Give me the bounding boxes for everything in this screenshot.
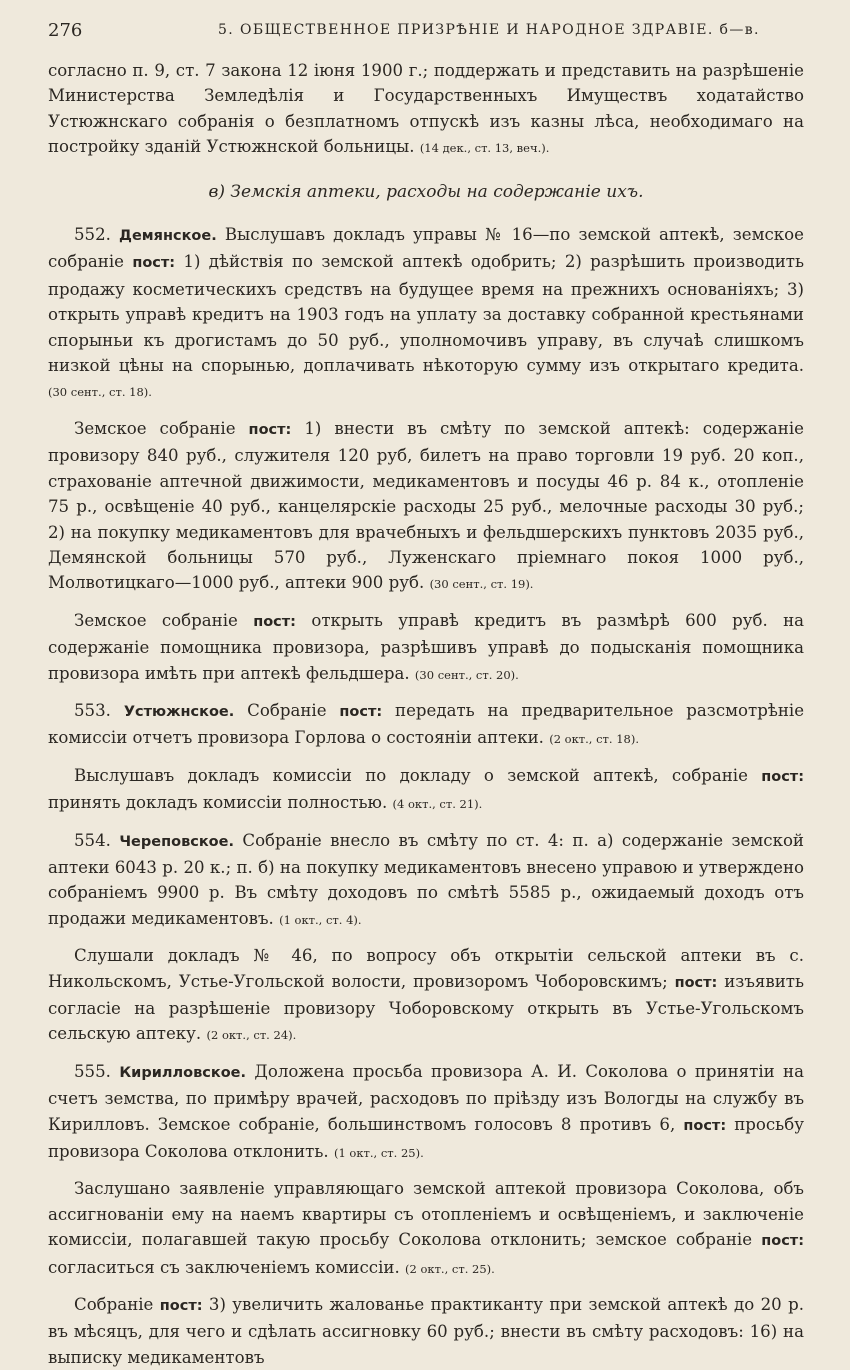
paragraph-555 — [48, 1059, 804, 1167]
intro-paragraph — [48, 58, 804, 162]
paragraph-text: Собраніе — [247, 700, 327, 720]
paragraph-555-apartment — [48, 1176, 804, 1282]
session-reference: (30 сент., ст. 18). — [48, 385, 152, 400]
paragraph-text: согласиться съ заключеніемъ комиссіи. — [48, 1257, 400, 1277]
paragraph-554 — [48, 828, 804, 934]
session-reference: (2 окт., ст. 24). — [206, 1028, 297, 1043]
intro-reference: (14 дек., ст. 13, веч.). — [419, 141, 550, 156]
paragraph-text: передать на предварительное разсмотрѣніе комиссіи отчетъ провизора Горлова о состояніи аптеки. — [48, 700, 805, 748]
paragraph-text: принять докладъ комиссіи полностью. — [48, 793, 388, 813]
paragraph-554-pharmacy — [48, 943, 804, 1049]
resolution-keyword: пост: — [674, 974, 718, 991]
paragraph-552-assistant — [48, 608, 804, 688]
entry-number: 552. — [74, 225, 111, 245]
session-reference: (2 окт., ст. 25). — [405, 1261, 495, 1276]
session-reference: (30 сент., ст. 19). — [429, 577, 534, 592]
resolution-keyword: пост: — [761, 768, 805, 785]
paragraph-text: Собраніе — [74, 1295, 154, 1315]
entry-number: 554. — [74, 830, 111, 850]
entry-number: 553. — [74, 700, 111, 720]
paragraph-text: Выслушавъ докладъ управы № 16—по земской аптекѣ, земское собраніе — [48, 225, 804, 272]
paragraph-552-budget — [48, 416, 804, 598]
resolution-keyword: пост: — [761, 1233, 804, 1250]
paragraph-552 — [48, 222, 804, 406]
district-name: Устюжнское. — [123, 703, 235, 720]
entry-number: 555. — [74, 1061, 111, 1081]
resolution-keyword: пост: — [248, 421, 292, 438]
running-head: 5. ОБЩЕСТВЕННОЕ ПРИЗРѢНІЕ И НАРОДНОЕ ЗДРАВІЕ. б—в. — [218, 22, 760, 38]
intro-text: согласно п. 9, ст. 7 закона 12 іюня 1900 г.; поддержать и представить на разрѣшеніе Министерства Земледѣлія и Государственныхъ Имуществъ ходатайство Устюжнскаго собранія о безплатномъ отпускѣ изъ казны лѣса, необходимаго на постройку зданій Устюжнской больницы. — [48, 61, 804, 157]
district-name: Череповское. — [119, 833, 234, 850]
resolution-keyword: пост: — [253, 613, 296, 630]
resolution-keyword: пост: — [339, 703, 383, 720]
paragraph-text: Земское собраніе — [74, 610, 238, 630]
paragraph-text: Выслушавъ докладъ комиссіи по докладу о земской аптекѣ, собраніе — [74, 765, 748, 785]
paragraph-text: Слушали докладъ № 46, по вопросу объ открытіи сельской аптеки въ с. Никольскомъ, Устье-Угольской волости, провизоромъ Чоборовскимъ; — [48, 946, 804, 991]
paragraph-text: Земское собраніе — [74, 418, 236, 438]
district-name: Кирилловское. — [119, 1064, 246, 1081]
paragraph-text: Собраніе внесло въ смѣту по ст. 4: п. а) содержаніе земской аптеки 6043 р. 20 к.; п. б) на покупку медикаментовъ внесено управою и утверждено собраніемъ 9900 р. Въ смѣту доходовъ по смѣтѣ 5585 р., ожидаемый доходъ отъ продажи медикаментовъ. — [48, 830, 804, 928]
body-text — [48, 58, 804, 1370]
paragraph-text: изъявить согласіе на разрѣшеніе провизору Чоборовскому открыть въ Устье-Угольскомъ сельскую аптеку. — [48, 971, 805, 1044]
session-reference: (30 сент., ст. 20). — [414, 667, 519, 682]
resolution-keyword: пост: — [159, 1298, 203, 1315]
paragraph-text: просьбу провизора Соколова отклонить. — [48, 1114, 804, 1162]
paragraph-text: 1) дѣйствія по земской аптекѣ одобрить; 2) разрѣшить производить продажу косметическихъ средствъ на будущее время на прежнихъ основаніяхъ; 3) открыть управѣ кредитъ на 1903 годъ на уплату за доставку собранной крестьянами спорыньи къ дрогистамъ до 50 руб., уполномочивъ управу, въ случаѣ слишкомъ низкой цѣны на спорынью, доплачивать нѣкоторую сумму изъ открытаго кредита. — [48, 252, 804, 376]
paragraph-text: Доложена просьба провизора А. И. Соколова о принятіи на счетъ земства, по примѣру врачей, расходовъ по пріѣзду изъ Вологды на службу въ Кирилловъ. Земское собраніе, большинствомъ голосовъ 8 противъ 6, — [48, 1061, 804, 1134]
session-reference: (1 окт., ст. 25). — [333, 1146, 424, 1161]
paragraph-text: 1) внести въ смѣту по земской аптекѣ: содержаніе провизору 840 руб., служителя 120 руб, билетъ на право торговли 19 руб. 20 коп., страхованіе аптечной движимости, медикаментовъ и посуды 46 р. 84 к., отопленіе 75 р., освѣщеніе 40 руб., канцелярскіе расходы 25 руб., мелочные расходы 30 руб.; 2) на покупку медикаментовъ для врачебныхъ и фельдшерскихъ пунктовъ 2035 руб., Демянской больницы 570 руб., Луженскаго пріемнаго покоя 1000 руб., Молвотицкаго—1000 руб., аптеки 900 руб. — [48, 418, 804, 593]
paragraph-555-salary — [48, 1292, 804, 1370]
page-header — [48, 20, 802, 46]
session-reference: (2 окт., ст. 18). — [549, 732, 639, 747]
session-reference: (1 окт., ст. 4). — [279, 912, 362, 927]
paragraph-text: открыть управѣ кредитъ въ размѣрѣ 600 руб. на содержаніе помощника провизора, разрѣшивъ управѣ до подысканія помощника провизора имѣть при аптекѣ фельдшера. — [48, 610, 805, 683]
paragraph-553 — [48, 698, 804, 753]
paragraph-text: Заслушано заявленіе управляющаго земской аптекой провизора Соколова, объ ассигнованіи ему на наемъ квартиры съ отопленіемъ и освѣщеніемъ, и заключеніе комиссіи, полагавшей такую просьбу Соколова отклонить; земское собраніе — [48, 1179, 804, 1250]
district-name: Демянское. — [119, 228, 217, 245]
resolution-keyword: пост: — [132, 255, 176, 272]
page-number: 276 — [48, 20, 83, 41]
session-reference: (4 окт., ст. 21). — [392, 797, 483, 812]
paragraph-553-report — [48, 763, 804, 818]
paragraph-text: 3) увеличить жалованье практиканту при земской аптекѣ до 20 р. въ мѣсяцъ, для чего и сдѣлать ассигновку 60 руб.; внести въ смѣту расходовъ: 16) на выписку медикаментовъ — [48, 1295, 804, 1367]
resolution-keyword: пост: — [683, 1117, 727, 1134]
section-title: в) Земскія аптеки, расходы на содержаніе ихъ. — [208, 181, 644, 202]
